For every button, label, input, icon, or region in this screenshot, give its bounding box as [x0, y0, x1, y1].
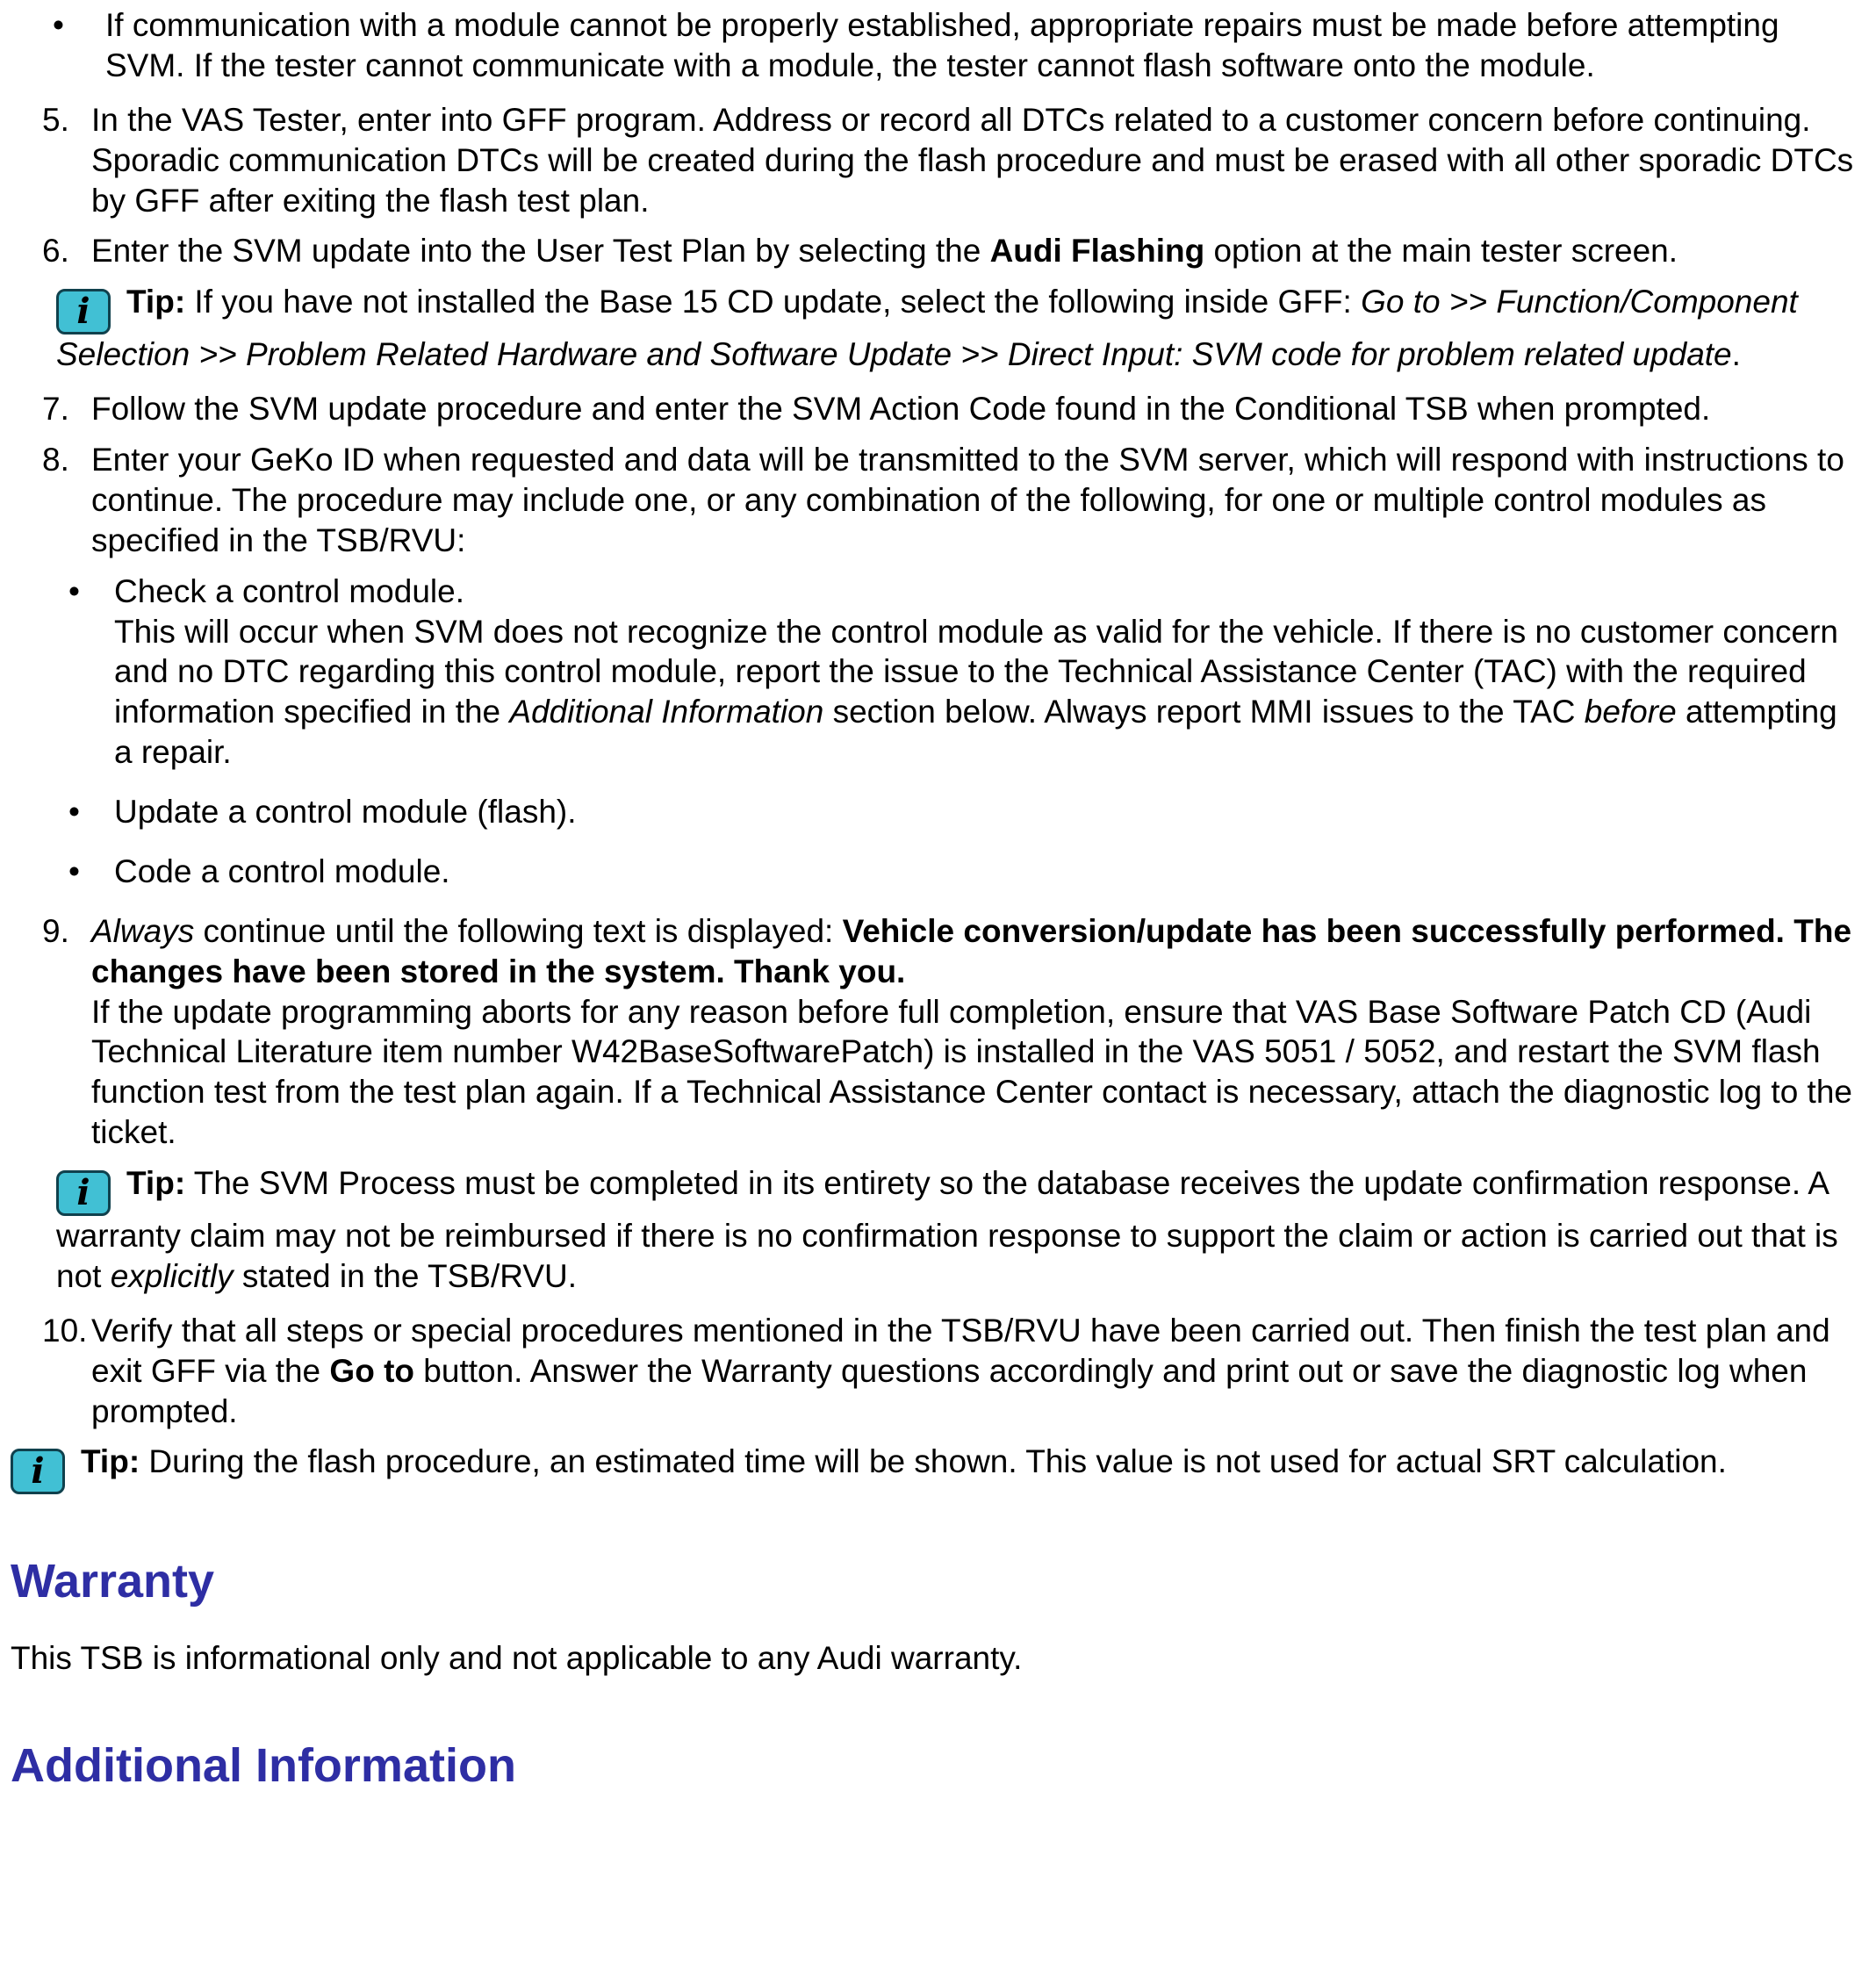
list-item-update-module	[11, 792, 1864, 832]
tip-label: Tip:	[126, 284, 186, 320]
intro-bullet-text: If communication with a module cannot be properly established, appropriate repairs must be made before attempting SVM. If the tester cannot communicate with a module, the tester cannot flash software onto the module.	[105, 7, 1779, 83]
bullet-text: Code a control module.	[114, 852, 450, 889]
tip-2: i Tip: The SVM Process must be completed in its entirety so the database receives the update confirmation response. A warranty claim may not be reimbursed if there is no confirmation response to support the claim or action is carried out that is not explicitly stated in the TSB/RVU.	[56, 1165, 1838, 1294]
warranty-heading: Warranty	[11, 1555, 215, 1608]
step-8	[11, 440, 1864, 561]
step-9	[11, 911, 1864, 1153]
list-item-check-module	[11, 572, 1864, 773]
intro-bullet	[11, 5, 1864, 86]
step-text: Follow the SVM update procedure and enter the SVM Action Code found in the Conditional TSB when prompted.	[91, 391, 1711, 428]
step-text: Always continue until the following text is displayed: Vehicle conversion/update has been successfully performed. The changes have been stored in the system. Thank you. If the update programming aborts for any reason before full completion, ensure that VAS Base Software Patch CD (Audi Technical Literature item number W42BaseSoftwarePatch) is installed in the VAS 5051 / 5052, and restart the SVM flash function test from the test plan again. If a Technical Assistance Center contact is necessary, attach the diagnostic log to the ticket.	[91, 912, 1852, 1151]
step-text: Verify that all steps or special procedures mentioned in the TSB/RVU have been carried out. Then finish the test plan and exit GFF via the Go to button. Answer the Warranty questions accordingly and print out or save the diagnostic log when prompted.	[91, 1312, 1830, 1429]
step-7	[11, 389, 1864, 429]
info-icon: i	[56, 1170, 111, 1216]
step-number: 10.	[42, 1312, 88, 1349]
bullet-icon: •	[68, 572, 80, 609]
step-text: Enter your GeKo ID when requested and data will be transmitted to the SVM server, which will respond with instructions to continue. The procedure may include one, or any combination of the following, for one or multiple control modules as specified in the TSB/RVU:	[91, 442, 1844, 558]
bullet-icon: •	[68, 794, 80, 830]
step-text: Enter the SVM update into the User Test Plan by selecting the Audi Flashing option at the main tester screen.	[91, 233, 1678, 270]
bullet-icon: •	[68, 852, 80, 889]
step-number: 7.	[42, 391, 69, 428]
step-number: 6.	[42, 233, 69, 270]
step-number: 5.	[42, 101, 69, 138]
additional-information-heading: Additional Information	[11, 1738, 516, 1792]
step-10	[11, 1311, 1864, 1432]
step-6	[11, 231, 1864, 271]
tip-label: Tip:	[126, 1165, 186, 1201]
bullet-text: Check a control module. This will occur when SVM does not recognize the control module as valid for the vehicle. If there is no customer concern and no DTC regarding this control module, report the issue to the Technical Assistance Center (TAC) with the required information specified in the Additional Information section below. Always report MMI issues to the TAC before attempting a repair.	[114, 572, 1838, 771]
bullet-icon: •	[53, 7, 64, 43]
tip-1: i Tip: If you have not installed the Base 15 CD update, select the following inside GFF: Go to >> Function/Component Selection >> Problem Related Hardware and Software Update >> Direct Input: SVM code for problem related update.	[56, 284, 1798, 373]
list-item-code-module	[11, 852, 1864, 892]
step-number: 8.	[42, 442, 69, 478]
step-5	[11, 100, 1864, 221]
info-icon: i	[56, 289, 111, 334]
tip-label: Tip:	[81, 1443, 140, 1480]
step-number: 9.	[42, 912, 69, 949]
tip-3: i Tip: During the flash procedure, an estimated time will be shown. This value is not used for actual SRT calculation.	[11, 1442, 1864, 1494]
info-icon: i	[11, 1449, 65, 1494]
warranty-text: This TSB is informational only and not applicable to any Audi warranty.	[11, 1639, 1023, 1676]
bullet-text: Update a control module (flash).	[114, 794, 577, 830]
step-text: In the VAS Tester, enter into GFF program. Address or record all DTCs related to a customer concern before continuing. Sporadic communication DTCs will be created during the flash procedure and must be erased with all other sporadic DTCs by GFF after exiting the flash test plan.	[91, 101, 1854, 219]
